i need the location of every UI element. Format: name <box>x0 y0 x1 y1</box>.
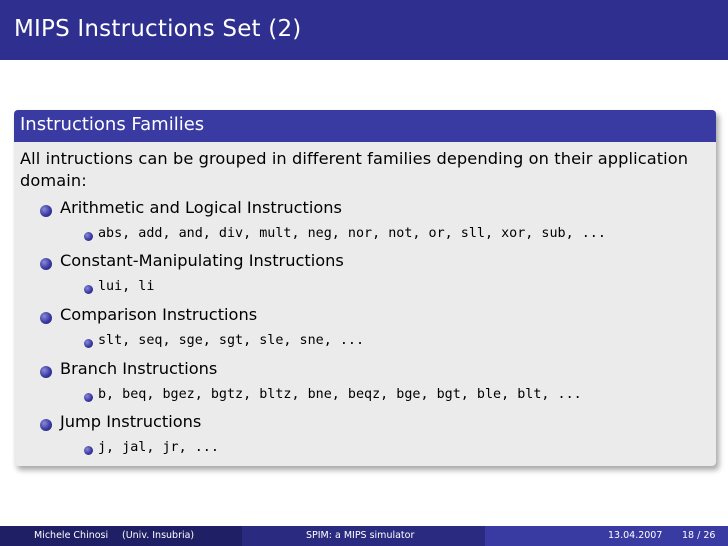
footer-author-section <box>0 526 242 546</box>
family-label-branch: Branch Instructions <box>60 359 218 378</box>
sub-bullet-icon <box>84 285 93 294</box>
bullet-icon <box>40 205 52 217</box>
family-label-comparison: Comparison Instructions <box>60 305 258 324</box>
instructions-families-block <box>14 110 716 466</box>
footer-page-number: 18 / 26 <box>682 530 716 541</box>
sub-bullet-icon <box>84 446 93 455</box>
family-instructions-branch: b, beq, bgez, bgtz, bltz, bne, beqz, bge, bgt, ble, blt, ... <box>98 387 582 402</box>
block-header <box>14 110 716 142</box>
slide-footer <box>0 526 728 546</box>
footer-date: 13.04.2007 <box>608 530 663 541</box>
family-instructions-constant: lui, li <box>98 279 155 294</box>
family-instructions-jump: j, jal, jr, ... <box>98 440 219 455</box>
family-label-constant: Constant-Manipulating Instructions <box>60 251 344 270</box>
sub-bullet-icon <box>84 232 93 241</box>
bullet-icon <box>40 258 52 270</box>
slide-title-bar <box>0 0 728 60</box>
footer-talk-title: SPIM: a MIPS simulator <box>306 530 415 541</box>
footer-title-section <box>242 526 485 546</box>
intro-line-1: All intructions can be grouped in different families depending on their application <box>20 149 689 168</box>
intro-line-2: domain: <box>20 171 87 190</box>
family-instructions-arithmetic: abs, add, and, div, mult, neg, nor, not, or, sll, xor, sub, ... <box>98 226 606 241</box>
footer-author: Michele Chinosi <box>34 530 109 541</box>
bullet-icon <box>40 312 52 324</box>
bullet-icon <box>40 419 52 431</box>
bullet-icon <box>40 366 52 378</box>
footer-affiliation: (Univ. Insubria) <box>122 530 195 541</box>
intro-text <box>20 148 712 192</box>
slide-title: MIPS Instructions Set (2) <box>14 16 302 42</box>
family-label-arithmetic: Arithmetic and Logical Instructions <box>60 198 342 217</box>
block-title: Instructions Families <box>20 114 205 135</box>
sub-bullet-icon <box>84 393 93 402</box>
family-label-jump: Jump Instructions <box>60 412 202 431</box>
family-instructions-comparison: slt, seq, sge, sgt, sle, sne, ... <box>98 333 365 348</box>
footer-date-section <box>485 526 728 546</box>
sub-bullet-icon <box>84 339 93 348</box>
